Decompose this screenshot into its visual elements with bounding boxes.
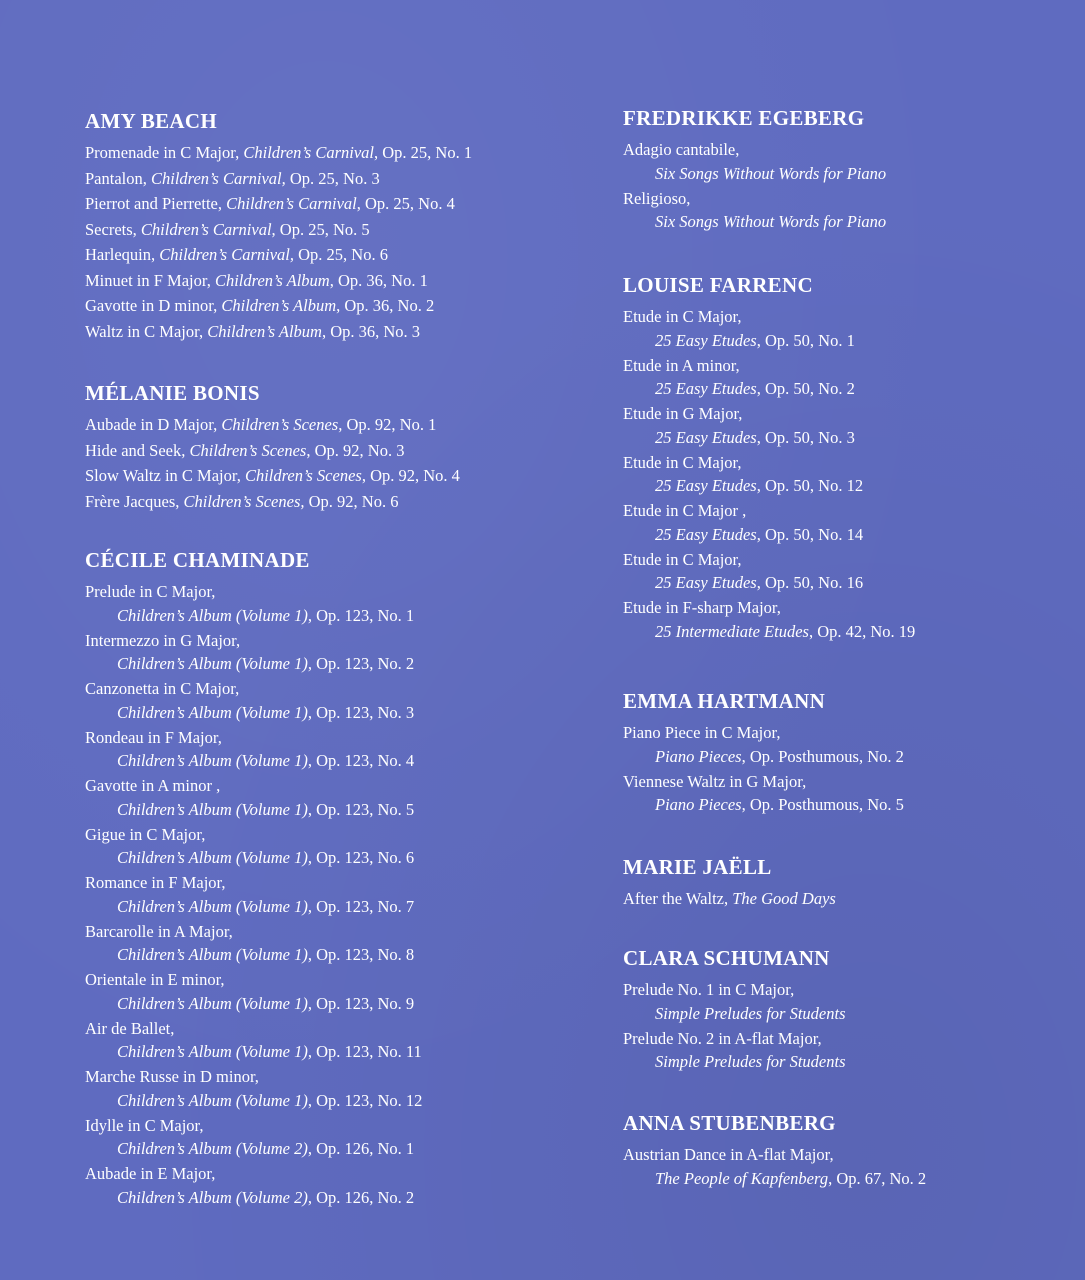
collection-title: Six Songs Without Words for Piano [655,212,887,231]
composer-section-emma-hartmann [623,688,1063,818]
piece-title: Marche Russe in D minor, [85,1067,259,1086]
composer-name: AMY BEACH [85,109,218,133]
piece-source [623,1002,1063,1026]
piece-title: Prelude No. 2 in A-flat Major, [623,1028,822,1048]
collection-title: Children’s Album (Volume 1) [117,1042,308,1061]
piece-title: Piano Piece in C Major, [623,723,781,742]
piece-title: Etude in C Major , [623,501,747,520]
collection-title: Children’s Album (Volume 1) [117,654,308,673]
piece-source [623,1050,1063,1074]
opus-number: , Op. 67, No. 2 [828,1168,927,1188]
piece-source [85,701,555,725]
piece-source [85,992,555,1016]
collection-title: Children’s Album (Volume 2) [117,1139,308,1158]
piece-title: Intermezzo in G Major, [85,630,241,650]
piece-entry [623,138,1063,185]
piece-source [85,1089,555,1113]
opus-number: , Op. 123, No. 3 [307,702,415,722]
piece-title: Romance in F Major, [85,873,226,892]
opus-number: , Op. 25, No. 5 [271,219,370,239]
piece-title: Aubade in E Major, [85,1164,216,1183]
piece-entry [85,269,555,293]
collection-title: Children’s Carnival [243,143,374,162]
collection-title: The People of Kapfenberg [655,1168,829,1188]
collection-title: Children’s Carnival [140,219,272,239]
piece-entry [85,294,555,318]
piece-entry [623,721,1063,768]
piece-entry [623,770,1063,817]
collection-title: Children’s Album (Volume 1) [117,896,308,916]
opus-number: , Op. 123, No. 2 [307,654,415,673]
composer-section-clara-schumann [623,945,1063,1075]
piece-line [85,269,555,293]
piece-entry [85,192,555,216]
piece-title: Promenade in C Major, [85,143,244,162]
piece-entry [85,1065,555,1112]
composer-section-marie-jaell [623,854,1063,913]
opus-number: , Op. 36, No. 1 [329,270,428,290]
opus-number: , Op. 123, No. 4 [307,751,415,770]
piece-title: Secrets, [85,219,141,239]
collection-title: Children’s Album (Volume 2) [117,1187,308,1207]
opus-number: , Op. 123, No. 11 [307,1042,422,1061]
piece-source [623,426,1063,450]
composer-name: LOUISE FARRENC [623,273,813,297]
piece-line [85,192,555,216]
piece-line [85,464,555,488]
piece-entry [85,218,555,242]
piece-entry [85,320,555,344]
piece-entry [85,1162,555,1209]
piece-entry [623,1027,1063,1074]
piece-entry [623,187,1063,234]
collection-title: The Good Days [732,889,836,908]
composer-section-anna-stubenberg [623,1110,1063,1192]
opus-number: , Op. 123, No. 7 [307,896,415,916]
composer-name: CLARA SCHUMANN [623,946,830,970]
piece-entry [623,354,1063,401]
piece-source [623,571,1063,595]
opus-number: , Op. 36, No. 2 [336,296,435,315]
piece-entry [85,167,555,191]
opus-number: , Op. 92, No. 1 [338,415,437,434]
composer-section-amy-beach [85,108,555,345]
composer-section-louise-farrenc [623,272,1063,645]
composer-section-melanie-bonis [85,380,555,515]
piece-source [623,329,1063,353]
piece-entry [85,439,555,463]
piece-entry [85,677,555,724]
piece-entry [85,726,555,773]
opus-number: , Op. 123, No. 6 [307,848,415,867]
piece-line [85,141,555,165]
piece-source [85,1137,555,1161]
opus-number: , Op. 126, No. 2 [307,1187,415,1207]
composer-section-cecile-chaminade [85,547,555,1211]
piece-entry [623,305,1063,352]
piece-title: Etude in C Major, [623,452,742,472]
piece-title: Rondeau in F Major, [85,727,222,747]
piece-line [85,439,555,463]
collection-title: Simple Preludes for Students [655,1052,846,1071]
piece-entry [85,871,555,918]
piece-title: Etude in C Major, [623,307,742,326]
opus-number: , Op. Posthumous, No. 5 [741,795,904,814]
piece-title: Gigue in C Major, [85,824,206,844]
opus-number: , Op. 36, No. 3 [321,321,421,341]
piece-title: Prelude No. 1 in C Major, [623,980,795,999]
opus-number: , Op. 25, No. 1 [374,143,473,162]
piece-line [85,320,555,344]
piece-title: Gavotte in D minor, [85,296,222,315]
piece-title: Pierrot and Pierrette, [85,194,227,213]
piece-source [85,1186,555,1210]
collection-title: Children’s Album (Volume 1) [117,945,308,964]
piece-title: Etude in F-sharp Major, [623,598,781,617]
collection-title: Children’s Scenes, [183,491,305,511]
piece-entry [85,1114,555,1161]
composer-section-fredrikke-egeberg [623,105,1063,235]
piece-source [623,620,1063,644]
piece-title: Idylle in C Major, [85,1115,204,1135]
piece-source [623,1167,1063,1191]
collection-title: Children’s Album (Volume 1) [117,799,308,819]
piece-title: Adagio cantabile, [623,140,740,159]
opus-number: , Op. 50, No. 14 [756,524,864,544]
collection-title: Children’s Scenes [244,466,362,485]
piece-line [85,294,555,318]
opus-number: , Op. 92, No. 4 [361,466,460,485]
piece-entry [85,968,555,1015]
collection-title: 25 Intermediate Etudes [655,621,809,641]
composer-name: MÉLANIE BONIS [85,381,260,405]
collection-title: Children’s Album [207,321,322,341]
piece-source [623,793,1063,817]
piece-source [623,162,1063,186]
opus-number: , Op. 123, No. 12 [307,1090,423,1110]
collection-title: Children’s Album (Volume 1) [117,1090,308,1110]
piece-source [85,846,555,870]
piece-entry [623,548,1063,595]
opus-number: , Op. 42, No. 19 [808,621,916,641]
piece-title: Pantalon, [85,168,151,188]
piece-title: Hide and Seek, [85,440,190,460]
opus-number: Op. 25, No. 3 [285,168,380,188]
collection-title: Children’s Album [214,270,330,290]
piece-title: Religioso, [623,188,691,208]
piece-entry [85,141,555,165]
collection-title: Children’s Carnival, [159,245,294,264]
piece-entry [623,451,1063,498]
composer-name: EMMA HARTMANN [623,689,826,713]
piece-entry [623,887,1063,911]
piece-entry [85,580,555,627]
piece-entry [85,823,555,870]
piece-source [85,798,555,822]
opus-number: , Op. 123, No. 8 [307,945,415,964]
composer-name: CÉCILE CHAMINADE [85,548,310,572]
collection-title: 25 Easy Etudes [655,330,757,350]
collection-title: Children’s Album [221,296,337,315]
collection-title: Children’s Scenes [189,440,307,460]
piece-line [623,887,1063,911]
piece-title: After the Waltz, [623,889,733,908]
opus-number: , Op. 123, No. 1 [307,605,415,625]
piece-title: Aubade in D Major, [85,415,222,434]
opus-number: , Op. 50, No. 1 [756,330,855,350]
opus-number: , Op. 123, No. 5 [307,799,415,819]
piece-title: Gavotte in A minor , [85,776,221,795]
piece-title: Frère Jacques, [85,491,184,511]
piece-source [85,943,555,967]
piece-entry [85,629,555,676]
collection-title: 25 Easy Etudes [655,476,757,495]
piece-entry [85,490,555,514]
piece-line [85,490,555,514]
piece-title: Waltz in C Major, [85,321,208,341]
piece-line [85,413,555,437]
collection-title: Piano Pieces [655,746,742,766]
collection-title: Children’s Carnival, [151,168,286,188]
piece-source [85,652,555,676]
piece-entry [85,413,555,437]
collection-title: Simple Preludes for Students [655,1003,846,1023]
piece-entry [85,774,555,821]
collection-title: Children’s Scenes [221,415,339,434]
piece-title: Orientale in E minor, [85,970,225,989]
opus-number: , Op. 50, No. 2 [756,379,855,398]
opus-number: Op. 25, No. 6 [294,245,388,264]
opus-number: , Op. 50, No. 12 [756,476,864,495]
opus-number: , Op. 123, No. 9 [307,993,415,1013]
collection-title: 25 Easy Etudes [655,573,757,592]
piece-line [85,167,555,191]
opus-number: , Op. 50, No. 16 [756,573,864,592]
opus-number: , Op. 92, No. 3 [306,440,405,460]
piece-title: Prelude in C Major, [85,582,216,601]
piece-source [85,1040,555,1064]
piece-title: Harlequin, [85,245,160,264]
collection-title: Children’s Album (Volume 1) [117,848,308,867]
piece-source [623,210,1063,234]
piece-title: Barcarolle in A Major, [85,921,233,941]
piece-title: Austrian Dance in A-flat Major, [623,1145,834,1164]
piece-title: Viennese Waltz in G Major, [623,771,807,791]
piece-entry [623,402,1063,449]
piece-line [85,243,555,267]
composer-name: ANNA STUBENBERG [623,1111,836,1135]
piece-source [623,523,1063,547]
collection-title: Children’s Album (Volume 1) [117,993,308,1013]
piece-entry [623,596,1063,643]
piece-title: Etude in A minor, [623,355,740,375]
collection-title: Piano Pieces [655,795,742,814]
piece-title: Etude in G Major, [623,404,743,423]
piece-entry [623,499,1063,546]
piece-source [623,377,1063,401]
piece-entry [623,1143,1063,1190]
composer-name: FREDRIKKE EGEBERG [623,106,865,130]
piece-entry [85,920,555,967]
piece-title: Etude in C Major, [623,549,742,569]
collection-title: 25 Easy Etudes [655,379,757,398]
piece-source [623,745,1063,769]
opus-number: , Op. 126, No. 1 [307,1139,415,1158]
opus-number: , Op. 50, No. 3 [756,427,855,447]
piece-line [85,218,555,242]
collection-title: 25 Easy Etudes [655,524,757,544]
piece-title: Slow Waltz in C Major, [85,466,245,485]
piece-source [85,749,555,773]
composer-name: MARIE JAËLL [623,855,772,879]
collection-title: 25 Easy Etudes [655,427,757,447]
collection-title: Children’s Carnival [226,194,357,213]
collection-title: Children’s Album (Volume 1) [117,702,308,722]
piece-title: Minuet in F Major, [85,270,215,290]
piece-source [85,895,555,919]
collection-title: Six Songs Without Words for Piano [655,163,887,183]
opus-number: Op. 92, No. 6 [304,491,399,511]
piece-source [623,474,1063,498]
piece-entry [85,243,555,267]
piece-entry [85,1017,555,1064]
piece-title: Canzonetta in C Major, [85,679,240,698]
opus-number: , Op. 25, No. 4 [356,194,455,213]
collection-title: Children’s Album (Volume 1) [117,751,308,770]
piece-entry [623,978,1063,1025]
piece-title: Air de Ballet, [85,1018,175,1038]
piece-entry [85,464,555,488]
piece-source [85,604,555,628]
collection-title: Children’s Album (Volume 1) [117,605,308,625]
opus-number: , Op. Posthumous, No. 2 [741,746,904,766]
